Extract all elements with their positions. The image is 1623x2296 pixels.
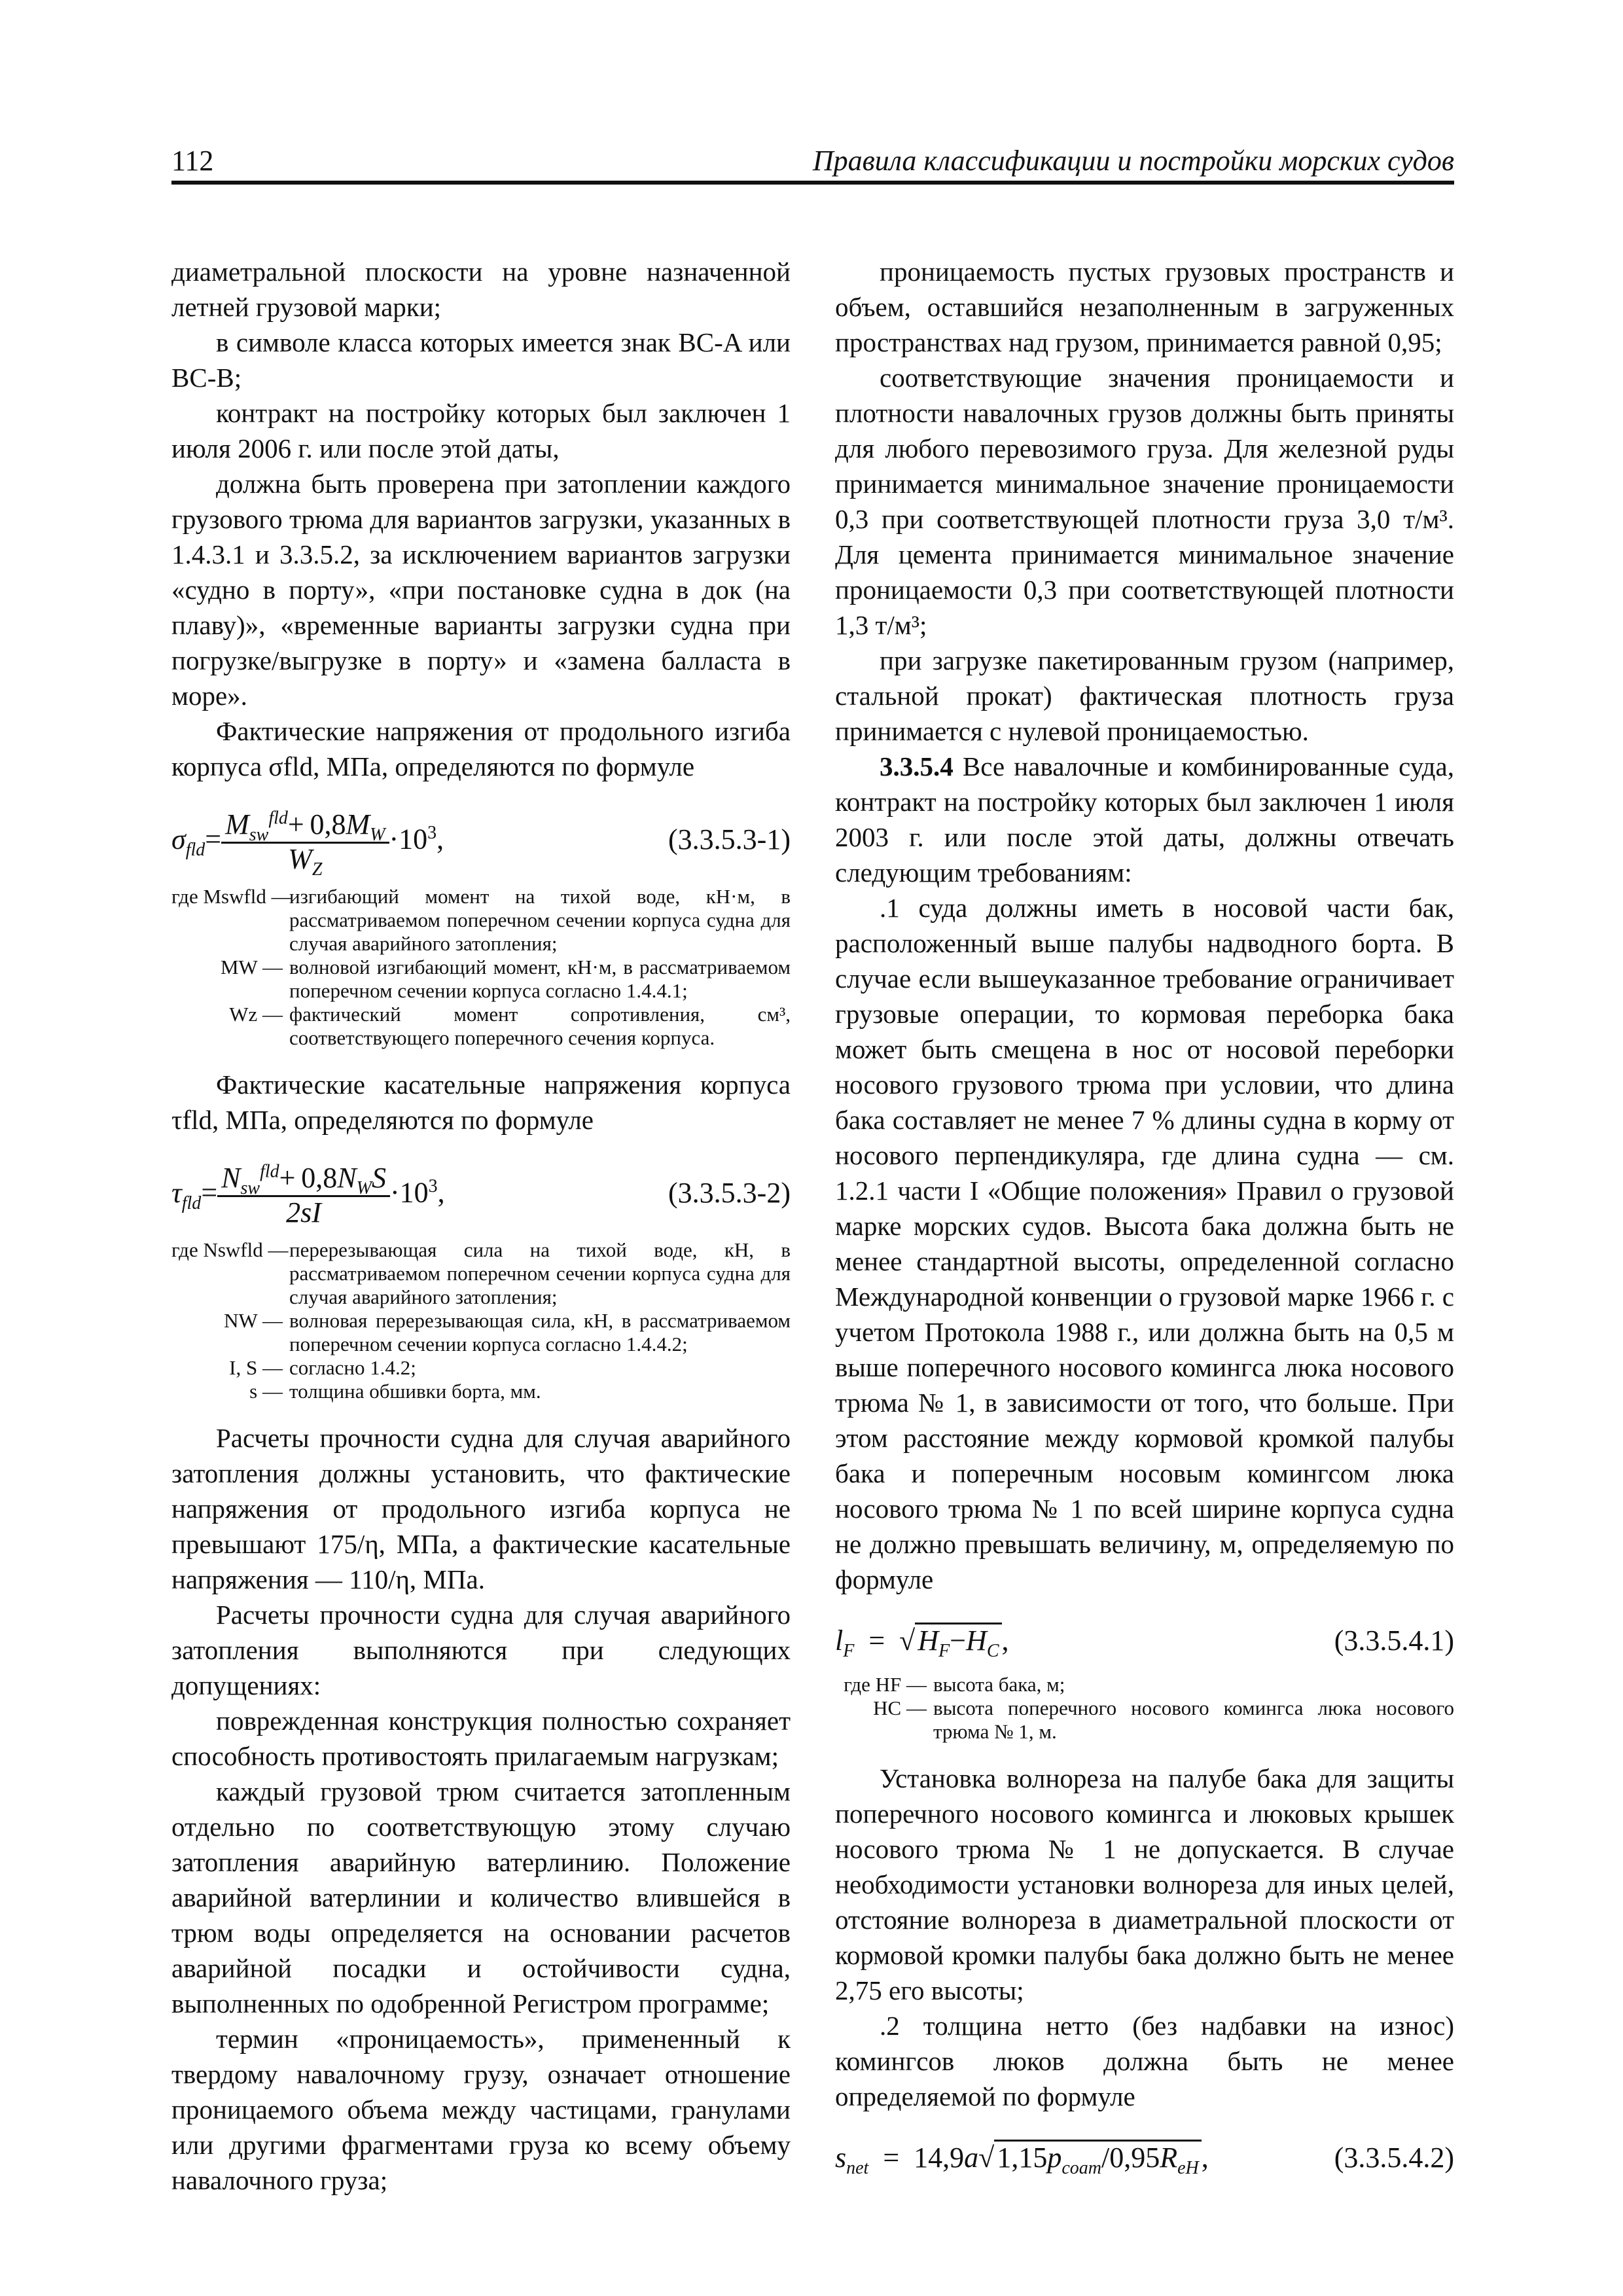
legend-row — [835, 1673, 1454, 1696]
paragraph: соответствующие значения проницаемости и плотности навалочных грузов должны быть приняты для любого перевозимого груза. Для железной руды принимается минимальное значение проницаемости 0,3 при соответствующей плотности груза 3,0 т/м³. Для цемента принимается минимальное значение проницаемости 0,3 при соответствующей плотности 1,3 т/м³; — [835, 363, 1454, 640]
paragraph-text: Все навалочные и комбинированные суда, контракт на постройку которых был заключен 1 июля 2003 г. или после этой даты, должны отвечать следующим требованиям: — [835, 751, 1454, 888]
legend-symbol: s — — [249, 1380, 283, 1403]
paragraph: Установка волнореза на палубе бака для защиты поперечного носового комингса и люковых крышек носового трюма № 1 не допускается. В случае необходимости установки волнореза для иных целей, отстояние волнореза в диаметральной плоскости от кормовой кромки палубы бака должно быть не менее 2,75 его высоты; — [835, 1763, 1454, 2005]
formula-legend — [835, 1673, 1454, 1744]
formula-legend — [171, 885, 791, 1050]
right-column — [835, 254, 1454, 2190]
paragraph: Расчеты прочности судна для случая аварийного затопления выполняются при следующих допущениях: — [171, 1600, 791, 1700]
section-number: 3.3.5.4 — [880, 751, 954, 781]
legend-definition: волновая перерезывающая сила, кН, в рассматриваемом поперечном сечении корпуса согласно 1.4.4.2; — [289, 1309, 791, 1355]
legend-row — [171, 956, 791, 1003]
legend-row — [835, 1696, 1454, 1744]
legend-definition: высота бака, м; — [933, 1673, 1065, 1696]
paragraph: термин «проницаемость», примененный к твердому навалочному грузу, означает отношение проницаемого объема между частицами, гранулами или другими фрагментами груза ко всему объему навалочного груза; — [171, 2024, 791, 2195]
legend-definition: изгибающий момент на тихой воде, кН·м, в рассматриваемом поперечном сечении корпуса судна для случая аварийного затопления; — [289, 885, 791, 955]
paragraph: .2 толщина нетто (без надбавки на износ) комингсов люков должна быть не менее определяемой по формуле — [835, 2011, 1454, 2111]
legend-symbol: где Nswfld — — [171, 1238, 289, 1261]
legend-symbol: где HF — — [844, 1673, 927, 1696]
formula-3-3-5-4-1 — [835, 1611, 1454, 1664]
paragraph: Фактические напряжения от продольного изгиба корпуса σfld, МПа, определяются по формуле — [171, 716, 791, 781]
page-header — [171, 143, 1454, 185]
formula-expression: $l_F = √H_F-H_C$, — [835, 1623, 1009, 1659]
legend-symbol: I, S — — [229, 1356, 283, 1379]
formula-number: (3.3.5.4.1) — [1334, 1624, 1454, 1657]
formula-expression: $s_{net} = 14,9a√1,15p_{coam}/0,95R_{eH}$, — [835, 2140, 1209, 2176]
legend-definition: перерезывающая сила на тихой воде, кН, в рассматриваемом поперечном сечении корпуса судна для случая аварийного затопления; — [289, 1238, 791, 1308]
legend-symbol: где Mswfld — — [171, 885, 292, 908]
legend-symbol: HC — — [873, 1696, 927, 1719]
paragraph: каждый грузовой трюм считается затопленным отдельно по соответствующую этому случаю затопления аварийную ватерлинию. Положение аварийной ватерлинии и количество влившейся в трюм воды определяется на основании расчетов аварийной посадки и остойчивости судна, выполненных по одобренной Регистром программе; — [171, 1776, 791, 2018]
legend-row — [171, 1238, 791, 1309]
legend-definition: волновой изгибающий момент, кН·м, в рассматриваемом поперечном сечении корпуса согласно 1.4.4.1; — [289, 956, 791, 1002]
paragraph-3-3-5-4 — [835, 749, 1454, 890]
formula-legend — [171, 1238, 791, 1403]
formula-number: (3.3.5.3-1) — [668, 823, 791, 855]
legend-definition: фактический момент сопротивления, см³, соответствующего поперечного сечения корпуса. — [289, 1003, 791, 1049]
formula-expression: $\tau_{fld}=$ $\frac{N_{sw}^{fld}+ 0,8N_WS}{2sI}$ $\cdot 10^3$, — [171, 1161, 445, 1229]
paragraph: диаметральной плоскости на уровне назначенной летней грузовой марки; — [171, 257, 791, 322]
legend-row — [171, 1003, 791, 1050]
paragraph: контракт на постройку которых был заключен 1 июля 2006 г. или после этой даты, — [171, 398, 791, 463]
paragraph: Расчеты прочности судна для случая аварийного затопления должны установить, что фактические напряжения от продольного изгиба корпуса не превышают 175/η, МПа, а фактические касательные напряжения — 110/η, МПа. — [171, 1423, 791, 1594]
formula-3-3-5-3-2 — [171, 1152, 791, 1229]
left-column — [171, 254, 791, 2198]
legend-row — [171, 1309, 791, 1356]
formula-3-3-5-3-1 — [171, 798, 791, 880]
paragraph: в символе класса которых имеется знак BC-A или BC-B; — [171, 327, 791, 393]
page-number: 112 — [171, 145, 214, 177]
legend-row — [171, 1356, 791, 1380]
paragraph: при загрузке пакетированным грузом (например, стальной прокат) фактическая плотность груза принимается с нулевой проницаемостью. — [835, 645, 1454, 746]
legend-symbol: MW — — [220, 956, 283, 978]
formula-number: (3.3.5.4.2) — [1334, 2142, 1454, 2174]
legend-definition: высота поперечного носового комингса люка носового трюма № 1, м. — [933, 1696, 1454, 1743]
paragraph: проницаемость пустых грузовых пространств и объем, оставшийся незаполненным в загруженных пространствах над грузом, принимается равной 0,95; — [835, 257, 1454, 357]
legend-row — [171, 1380, 791, 1403]
legend-definition: толщина обшивки борта, мм. — [289, 1380, 541, 1403]
paragraph: .1 суда должны иметь в носовой части бак, расположенный выше палубы надводного борта. В случае если вышеуказанное требование ограничивает грузовые операции, то кормовая переборка бака может быть смещена в нос от носовой переборки носового грузового трюма при условии, что длина бака составляет не менее 7 % длины судна в корму от носового перпендикуляра, где длина судна — см. 1.2.1 части I «Общие положения» Правил о грузовой марке морских судов. Высота бака должна быть не менее стандартной высоты, определенной согласно Международной конвенции о грузовой марке 1966 г. с учетом Протокола 1988 г., или должна быть на 0,5 м выше поперечного носового комингса люка носового трюма № 1, в зависимости от того, что больше. При этом расстояние между кормовой кромкой палубы бака и поперечным носовым комингсом люка носового трюма № 1 по всей ширине корпуса судна не должно превышать величину, м, определяемую по формуле — [835, 893, 1454, 1594]
paragraph: поврежденная конструкция полностью сохраняет способность противостоять прилагаемым нагрузкам; — [171, 1706, 791, 1771]
formula-number: (3.3.5.3-2) — [668, 1177, 791, 1209]
legend-row — [171, 885, 791, 956]
legend-definition: согласно 1.4.2; — [289, 1356, 416, 1379]
legend-symbol: Wz — — [229, 1003, 283, 1026]
formula-3-3-5-4-2 — [835, 2128, 1454, 2181]
legend-symbol: NW — — [224, 1309, 283, 1332]
formula-expression: $\sigma_{fld}=$ $\frac{M_{sw}^{fld}+ 0,8M_W}{W_Z}$ $\cdot 10^3$, — [171, 808, 444, 880]
paragraph: Фактические касательные напряжения корпуса τfld, МПа, определяются по формуле — [171, 1069, 791, 1135]
paragraph: должна быть проверена при затоплении каждого грузового трюма для вариантов загрузки, указанных в 1.4.3.1 и 3.3.5.2, за исключением вариантов загрузки «судно в порту», «при постановке судна в док (на плаву)», «временные варианты загрузки судна при погрузке/выгрузке в порту» и «замена балласта в море». — [171, 469, 791, 711]
running-title: Правила классификации и постройки морских судов — [812, 145, 1454, 177]
